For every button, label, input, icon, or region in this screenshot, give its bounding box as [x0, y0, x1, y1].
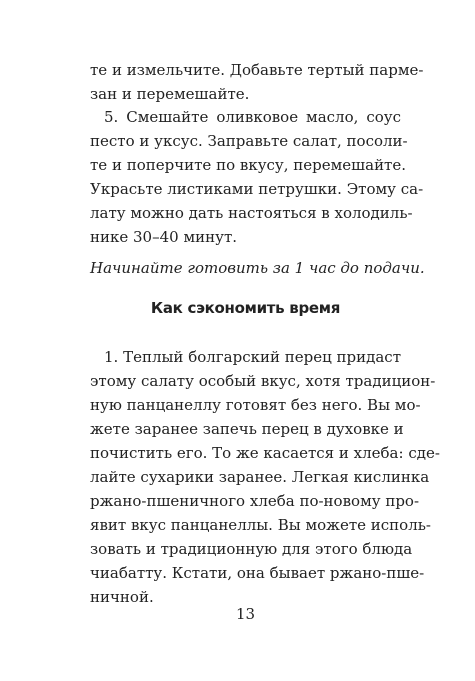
text-line: нике 30–40 минут. [90, 228, 238, 246]
text-line: ничной. [90, 588, 154, 606]
timing-note: Начинайте готовить за 1 час до подачи. [90, 259, 425, 277]
text-line: лату можно дать настояться в холодиль- [90, 204, 413, 222]
section-heading: Как сэкономить время [150, 299, 341, 317]
text-line: зовать и традиционную для этого блюда [90, 540, 413, 558]
text-line: явит вкус панцанеллы. Вы можете исполь- [90, 516, 431, 534]
text-line: лайте сухарики заранее. Легкая кислинка [90, 468, 430, 486]
text-line: те и измельчите. Добавьте тертый парме- [90, 61, 424, 79]
text-line: ную панцанеллу готовят без него. Вы мо- [90, 396, 421, 414]
text-line: песто и уксус. Заправьте салат, посоли- [90, 132, 408, 150]
text-line: ржано-пшеничного хлеба по-новому про- [90, 492, 420, 510]
text-line: те и поперчите по вкусу, перемешайте. [90, 156, 407, 174]
text-line: почистить его. То же касается и хлеба: сде- [90, 444, 440, 462]
text-line: чиабатту. Кстати, она бывает ржано-пше- [90, 564, 425, 582]
text-line: зан и перемешайте. [90, 85, 250, 103]
text-line: Украсьте листиками петрушки. Этому са- [90, 180, 424, 198]
text-line: жете заранее запечь перец в духовке и [90, 420, 404, 438]
text-line: этому салату особый вкус, хотя традицион- [90, 372, 436, 390]
page-number: 13 [235, 605, 256, 623]
text-line: 5. Смешайте оливковое масло, соус [104, 108, 401, 126]
text-line: 1. Теплый болгарский перец придаст [104, 348, 401, 366]
